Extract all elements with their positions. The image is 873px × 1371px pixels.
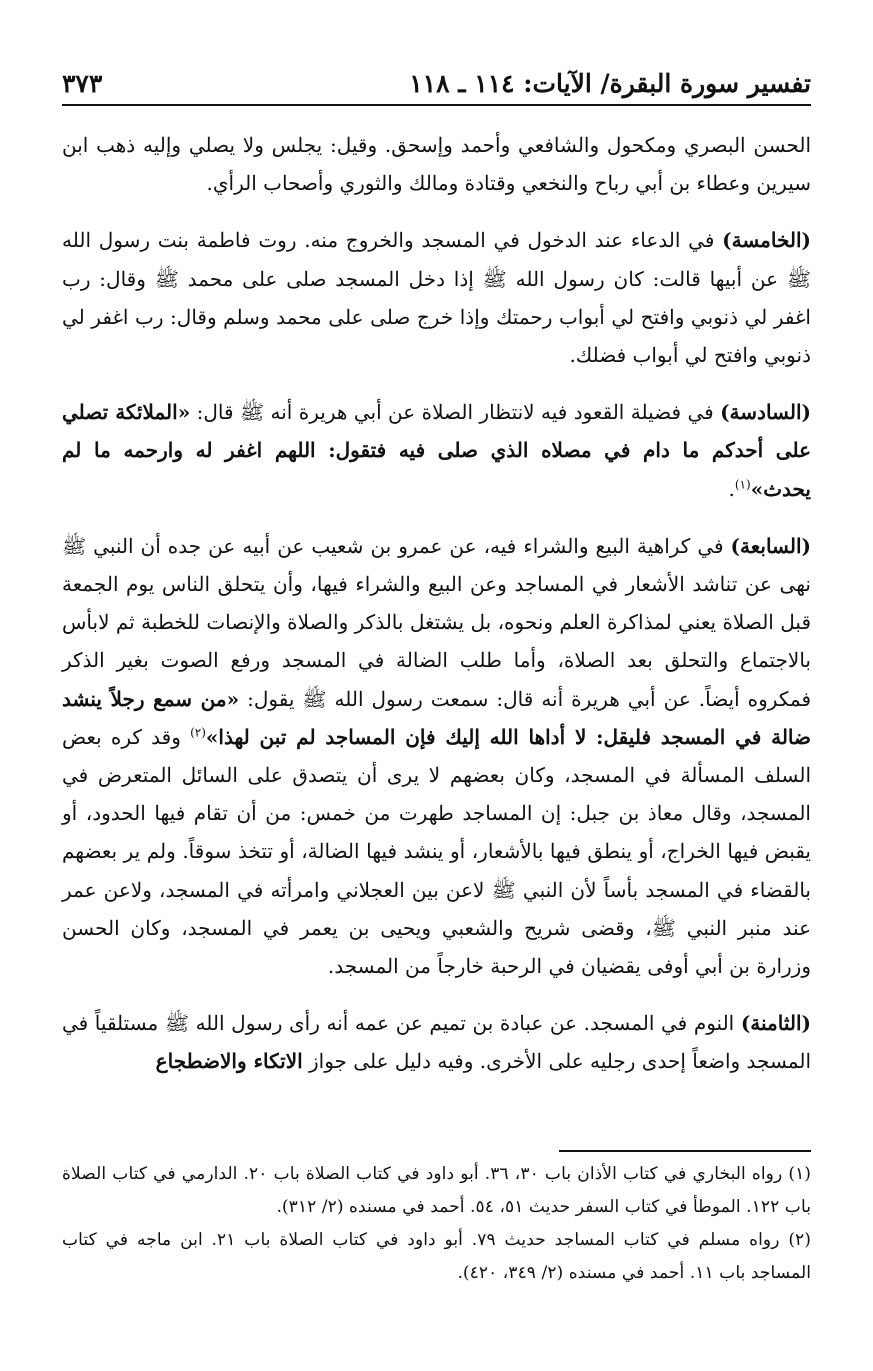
paragraph-seventh-label: (السابعة) — [730, 533, 811, 558]
paragraph-fifth — [62, 221, 811, 374]
paragraph-fifth-label: (الخامسة) — [722, 228, 811, 253]
footnote-1: (١) رواه البخاري في كتاب الأذان باب ٣٠، ٣٦. أبو داود في كتاب الصلاة باب ٢٠. الدارمي في كتاب الصلاة باب ١٢٢. الموطأ في كتاب السفر حديث ٥١، ٥٤. أحمد في مسنده (٢/ ٣١٢). — [62, 1164, 812, 1217]
paragraph-fifth-text: في الدعاء عند الدخول في المسجد والخروج منه. روت فاطمة بنت رسول الله ﷺ عن أبيها قالت: كان رسول الله ﷺ إذا دخل المسجد صلى على محمد ﷺ وقال: رب اغفر لي ذنوبي وافتح لي أبواب رحمتك وإذا خرج صلى على محمد وسلم وقال: رب اغفر لي ذنوبي وافتح لي أبواب فضلك. — [62, 228, 811, 368]
paragraph-1 — [62, 126, 811, 202]
footnote-ref-2: (٢) — [190, 725, 206, 740]
main-text — [62, 126, 811, 1100]
paragraph-sixth-end: . — [728, 476, 735, 501]
running-title: تفسير سورة البقرة/ الآيات: ١١٤ ـ ١١٨ — [409, 69, 811, 98]
paragraph-sixth-text: في فضيلة القعود فيه لانتظار الصلاة عن أبي هريرة أنه ﷺ قال: — [190, 400, 721, 425]
page-header — [62, 60, 811, 106]
paragraph-eighth-label: (الثامنة) — [740, 1011, 811, 1036]
footnotes — [62, 1158, 811, 1290]
paragraph-eighth-bold: الاتكاء والاضطجاع — [155, 1049, 303, 1074]
paragraph-eighth-text: النوم في المسجد. عن عبادة بن تميم عن عمه أنه رأى رسول الله ﷺ مستلقياً في المسجد واضعاً إحدى رجليه على الأخرى. وفيه دليل على جواز — [62, 1011, 811, 1074]
paragraph-1-text: الحسن البصري ومكحول والشافعي وأحمد وإسحق. وقيل: يجلس ولا يصلي وإليه ذهب ابن سيرين وعطاء بن أبي رباح والنخعي وقتادة ومالك والثوري وأصحاب الرأي. — [62, 133, 811, 196]
paragraph-sixth — [62, 393, 811, 508]
footnote-2: (٢) رواه مسلم في كتاب المساجد حديث ٧٩. أبو داود في كتاب الصلاة باب ٢١. ابن ماجه في كتاب المساجد باب ١١. أحمد في مسنده (٢/ ٣٤٩، ٤٢٠). — [62, 1230, 811, 1283]
paragraph-seventh-rest: وقد كره بعض السلف المسألة في المسجد، وكان بعضهم لا يرى أن يتصدق على السائل المتعرض في المسجد، وقال معاذ بن جبل: إن المساجد طهرت من خمس: من أن تقام فيها الحدود، أو يقبض فيها الخراج، أو ينطق فيها بالأشعار، أو ينشد فيها الضالة، أو تتخذ سوقاً. ولم ير بعضهم بالقضاء في المسجد بأساً لأن النبي ﷺ لاعن بين العجلاني وامرأته في المسجد، ولاعن عمر عند منبر النبي ﷺ، وقضى شريح والشعبي ويحيى بن يعمر في المسجد، وكان الحسن وزرارة بن أبي أوفى يقضيان في الرحبة خارجاً من المسجد. — [62, 724, 811, 979]
footnote-ref-1: (١) — [734, 476, 751, 491]
paragraph-seventh-text: في كراهية البيع والشراء فيه، عن عمرو بن شعيب عن أبيه عن جده أن النبي ﷺ نهى عن تناشد الأشعار في المساجد وعن البيع والشراء فيها، وأن يتحلق الناس يوم الجمعة قبل الصلاة يعني لمذاكرة العلم ونحوه، بل يشتغل بالذكر والصلاة والإنصات للخطبة ثم لابأس بالاجتماع والتحلق بعد الصلاة، وأما طلب الضالة في المسجد ورفع الصوت بغير الذكر فمكروه أيضاً. عن أبي هريرة أنه قال: سمعت رسول الله ﷺ يقول: — [62, 533, 812, 711]
page-number: ٣٧٣ — [62, 69, 103, 98]
hadith-angels: «الملائكة تصلي على أحدكم ما دام في مصلاه الذي صلى فيه فتقول: اللهم اغفر له وارحمه ما لم يحدث» — [62, 400, 811, 501]
footnote-separator — [559, 1150, 811, 1152]
hadith-lost-item: «من سمع رجلاً ينشد ضالة في المسجد فليقل: لا أداها الله إليك فإن المساجد لم تبن لهذا» — [62, 686, 811, 749]
paragraph-eighth — [62, 1004, 811, 1080]
paragraph-seventh — [62, 527, 811, 985]
paragraph-sixth-label: (السادسة) — [720, 400, 811, 425]
